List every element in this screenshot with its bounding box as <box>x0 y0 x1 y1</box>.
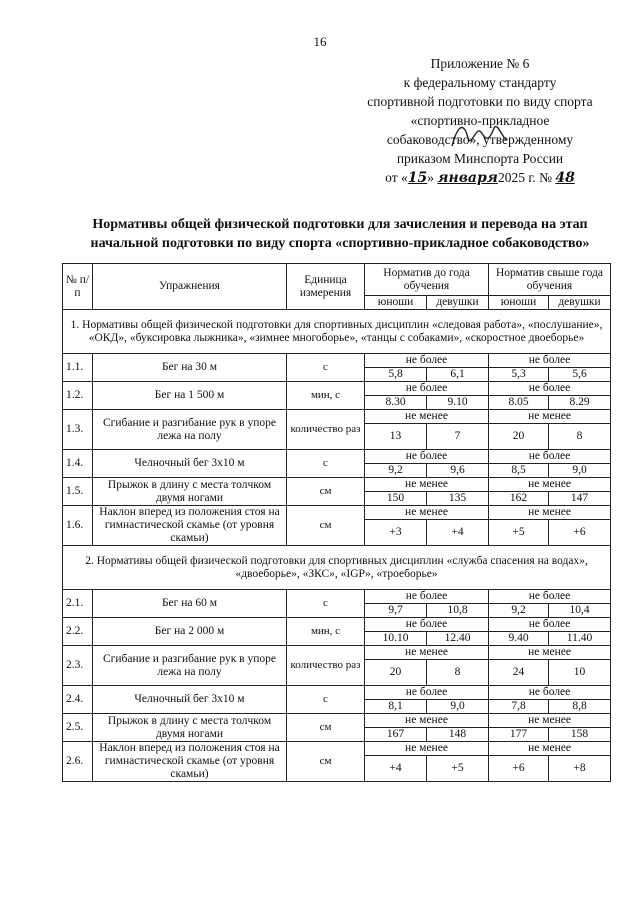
criterion-after: не более <box>489 450 611 464</box>
section-title: 1. Нормативы общей физической подготовки для спортивных дисциплин «следовая работа», «послушание», «ОКД», «буксировка лыжника», «зимнее многоборье», «танцы с собаками», «скоростное двоеборье» <box>63 310 611 354</box>
standard-value: 148 <box>427 728 489 742</box>
standard-value: +4 <box>427 520 489 546</box>
standard-value: 9,6 <box>427 464 489 478</box>
exercise-name: Прыжок в длину с места толчком двумя ногами <box>93 478 287 506</box>
standard-value: 8.05 <box>489 396 549 410</box>
standards-table <box>62 263 611 782</box>
exercise-name: Сгибание и разгибание рук в упоре лежа на полу <box>93 410 287 450</box>
header-line: к федеральному стандарту <box>403 75 557 90</box>
exercise-name: Челночный бег 3x10 м <box>93 450 287 478</box>
unit: мин, с <box>287 618 365 646</box>
document-title <box>40 215 640 253</box>
standard-value: 5,8 <box>365 368 427 382</box>
table-row <box>63 450 611 464</box>
table-row <box>63 590 611 604</box>
standard-value: +8 <box>549 756 611 782</box>
exercise-name: Бег на 2 000 м <box>93 618 287 646</box>
standard-value: 13 <box>365 424 427 450</box>
unit: с <box>287 450 365 478</box>
table-body <box>63 310 611 782</box>
table-row <box>63 686 611 700</box>
header-line: приказом Минспорта России <box>396 151 564 166</box>
appendix-header <box>340 54 620 188</box>
standard-value: 158 <box>549 728 611 742</box>
criterion-after: не более <box>489 686 611 700</box>
standard-value: 8.29 <box>549 396 611 410</box>
criterion-after: не менее <box>489 410 611 424</box>
unit: см <box>287 714 365 742</box>
header-unit: Единица измерения <box>287 264 365 310</box>
criterion-before: не менее <box>365 742 489 756</box>
criterion-after: не менее <box>489 714 611 728</box>
criterion-before: не менее <box>365 506 489 520</box>
criterion-after: не более <box>489 382 611 396</box>
row-number: 1.3. <box>63 410 93 450</box>
criterion-before: не более <box>365 618 489 632</box>
standard-value: 8 <box>549 424 611 450</box>
table-row <box>63 410 611 424</box>
standard-value: 135 <box>427 492 489 506</box>
standard-value: 11.40 <box>549 632 611 646</box>
row-number: 1.1. <box>63 354 93 382</box>
exercise-name: Бег на 1 500 м <box>93 382 287 410</box>
standard-value: 147 <box>549 492 611 506</box>
table-row <box>63 714 611 728</box>
row-number: 2.3. <box>63 646 93 686</box>
order-number: 48 <box>555 170 575 186</box>
table-row <box>63 646 611 660</box>
standard-value: +3 <box>365 520 427 546</box>
standard-value: 8,5 <box>489 464 549 478</box>
header-exercise: Упражнения <box>93 264 287 310</box>
unit: см <box>287 478 365 506</box>
standard-value: 162 <box>489 492 549 506</box>
standard-value: 7,8 <box>489 700 549 714</box>
standard-value: +5 <box>489 520 549 546</box>
standard-value: 10,8 <box>427 604 489 618</box>
order-date-line <box>340 168 620 188</box>
standard-value: 8,8 <box>549 700 611 714</box>
standard-value: 9,2 <box>489 604 549 618</box>
date-mid: » <box>427 170 435 185</box>
standard-value: 10.10 <box>365 632 427 646</box>
criterion-after: не менее <box>489 742 611 756</box>
unit: количество раз <box>287 646 365 686</box>
criterion-after: не менее <box>489 646 611 660</box>
header-after-year: Норматив свыше года обучения <box>489 264 611 296</box>
standard-value: 8 <box>427 660 489 686</box>
standard-value: 9,0 <box>549 464 611 478</box>
standard-value: +6 <box>489 756 549 782</box>
date-day: 15 <box>407 170 428 186</box>
row-number: 2.4. <box>63 686 93 714</box>
header-num: № п/п <box>63 264 93 310</box>
table-row <box>63 618 611 632</box>
standard-value: +6 <box>549 520 611 546</box>
exercise-name: Наклон вперед из положения стоя на гимнастической скамье (от уровня скамьи) <box>93 742 287 782</box>
row-number: 2.5. <box>63 714 93 742</box>
exercise-name: Наклон вперед из положения стоя на гимнастической скамье (от уровня скамьи) <box>93 506 287 546</box>
row-number: 1.2. <box>63 382 93 410</box>
header-line: «спортивно-прикладное <box>410 113 550 128</box>
criterion-after: не более <box>489 618 611 632</box>
section-title: 2. Нормативы общей физической подготовки для спортивных дисциплин «служба спасения на водах», «двоеборье», «ЗКС», «IGP», «троеборье» <box>63 546 611 590</box>
exercise-name: Сгибание и разгибание рук в упоре лежа на полу <box>93 646 287 686</box>
row-number: 2.1. <box>63 590 93 618</box>
standard-value: 9,7 <box>365 604 427 618</box>
criterion-before: не более <box>365 590 489 604</box>
criterion-before: не более <box>365 354 489 368</box>
row-number: 1.4. <box>63 450 93 478</box>
exercise-name: Бег на 30 м <box>93 354 287 382</box>
standard-value: 177 <box>489 728 549 742</box>
date-prefix: от « <box>385 170 408 185</box>
criterion-before: не менее <box>365 714 489 728</box>
exercise-name: Челночный бег 3x10 м <box>93 686 287 714</box>
standard-value: 9,2 <box>365 464 427 478</box>
standard-value: 5,6 <box>549 368 611 382</box>
standard-value: 9.10 <box>427 396 489 410</box>
table-row <box>63 742 611 756</box>
standard-value: 150 <box>365 492 427 506</box>
criterion-after: не более <box>489 354 611 368</box>
standard-value: 167 <box>365 728 427 742</box>
table-row <box>63 506 611 520</box>
unit: с <box>287 354 365 382</box>
unit: см <box>287 742 365 782</box>
header-girls: девушки <box>427 296 489 310</box>
header-boys: юноши <box>489 296 549 310</box>
criterion-after: не менее <box>489 506 611 520</box>
header-boys: юноши <box>365 296 427 310</box>
standard-value: 10 <box>549 660 611 686</box>
standard-value: 6,1 <box>427 368 489 382</box>
standard-value: 8,1 <box>365 700 427 714</box>
unit: количество раз <box>287 410 365 450</box>
row-number: 2.2. <box>63 618 93 646</box>
row-number: 2.6. <box>63 742 93 782</box>
criterion-before: не менее <box>365 410 489 424</box>
unit: мин, с <box>287 382 365 410</box>
table-row <box>63 382 611 396</box>
standard-value: 20 <box>489 424 549 450</box>
criterion-after: не более <box>489 590 611 604</box>
standard-value: 20 <box>365 660 427 686</box>
standard-value: 24 <box>489 660 549 686</box>
row-number: 1.5. <box>63 478 93 506</box>
criterion-before: не более <box>365 450 489 464</box>
date-year: 2025 г. № <box>497 170 552 185</box>
header-line: собаководство», утвержденному <box>386 132 574 147</box>
table-row <box>63 478 611 492</box>
standard-value: 12.40 <box>427 632 489 646</box>
standard-value: 9.40 <box>489 632 549 646</box>
section-row <box>63 310 611 354</box>
exercise-name: Бег на 60 м <box>93 590 287 618</box>
header-line: спортивной подготовки по виду спорта <box>367 94 593 109</box>
row-number: 1.6. <box>63 506 93 546</box>
unit: с <box>287 686 365 714</box>
exercise-name: Прыжок в длину с места толчком двумя ногами <box>93 714 287 742</box>
unit: с <box>287 590 365 618</box>
standard-value: 10,4 <box>549 604 611 618</box>
title-line: начальной подготовки по виду спорта «спортивно-прикладное собаководство» <box>90 236 590 251</box>
criterion-before: не менее <box>365 478 489 492</box>
unit: см <box>287 506 365 546</box>
standard-value: 7 <box>427 424 489 450</box>
header-before-year: Норматив до года обучения <box>365 264 489 296</box>
header-girls: девушки <box>549 296 611 310</box>
title-line: Нормативы общей физической подготовки для зачисления и перевода на этап <box>92 217 588 232</box>
page-number: 16 <box>313 34 327 49</box>
criterion-before: не более <box>365 686 489 700</box>
standard-value: 5,3 <box>489 368 549 382</box>
criterion-before: не более <box>365 382 489 396</box>
standard-value: 9,0 <box>427 700 489 714</box>
standard-value: +5 <box>427 756 489 782</box>
table-row <box>63 354 611 368</box>
section-row <box>63 546 611 590</box>
criterion-before: не менее <box>365 646 489 660</box>
criterion-after: не менее <box>489 478 611 492</box>
date-month: января <box>437 170 498 186</box>
header-line: Приложение № 6 <box>430 56 530 71</box>
standard-value: 8.30 <box>365 396 427 410</box>
standard-value: +4 <box>365 756 427 782</box>
